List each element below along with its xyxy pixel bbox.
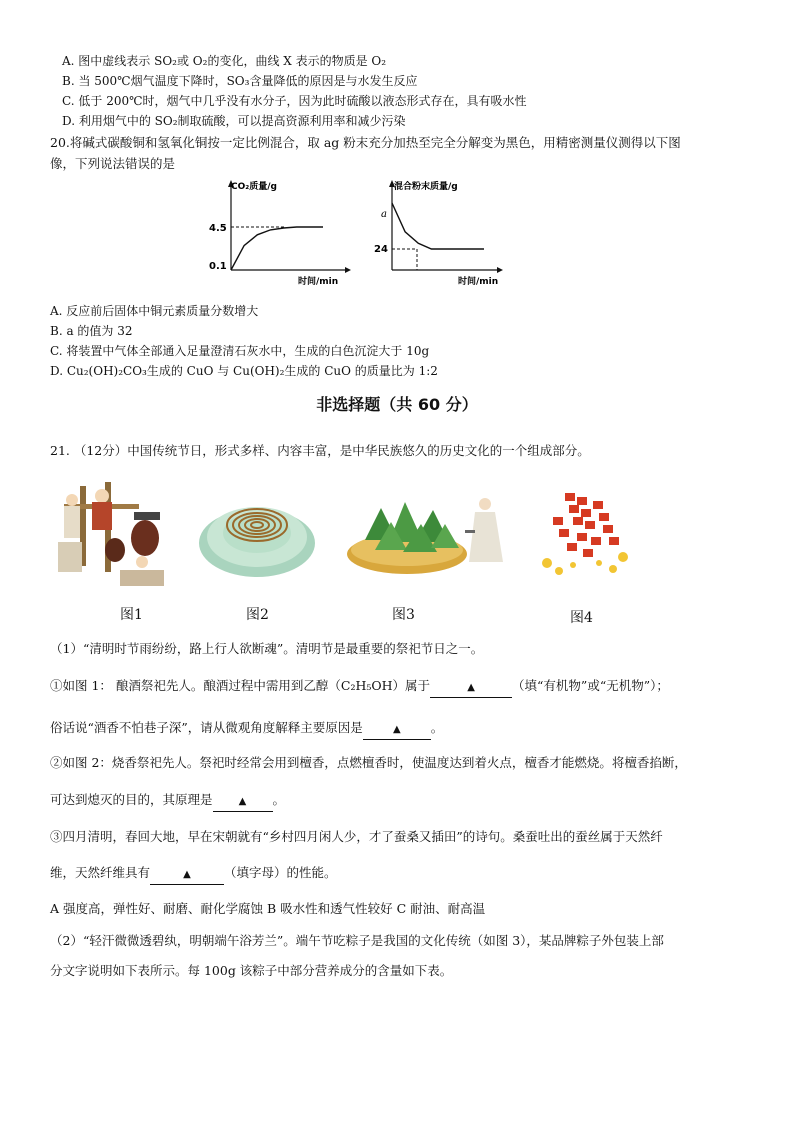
q19-option-d: D. 利用烟气中的 SO₂制取硫酸，可以提高资源利用率和减少污染 (62, 114, 406, 128)
q21-stem: 21. （12分）中国传统节日，形式多样、内容丰富，是中华民族悠久的历史文化的一个组成部分。 (50, 443, 590, 458)
q20-option-c: C. 将装置中气体全部通入足量澄清石灰水中，生成的白色沉淀大于 10g (50, 344, 430, 358)
q21-part2-line1: （2）“轻汗微微透碧纨，明朝端午浴芳兰”。端午节吃粽子是我国的文化传统（如图 3），某品牌粽子外包装上部 (50, 933, 664, 948)
figure1-caption: 图1 (120, 607, 143, 623)
graph2-xlabel: 时间/min (458, 277, 499, 287)
q21-p3-text-a: 俗话说“酒香不怕巷子深”，请从微观角度解释主要原因是 (50, 720, 363, 735)
q21-p5-text-b: 。 (272, 792, 286, 807)
q21-p5-text-a: 可达到熄灭的目的，其原理是 (50, 792, 213, 807)
q21-p2-text-b: （填“有机物”或“无机物”）； (512, 678, 669, 693)
q19-option-c: C. 低于 200℃时，烟气中几乎没有水分子，因为此时硫酸以液态形式存在，具有吸水性 (62, 94, 527, 108)
answer-blank-3[interactable]: ▲ (213, 793, 273, 812)
figure4-caption: 图4 (570, 610, 593, 626)
q21-part1-item3-line2 (50, 864, 337, 885)
x-axis-arrow (345, 267, 351, 273)
q21-part1-item1-line1 (50, 677, 669, 698)
mixed-powder-mass-graph (372, 175, 507, 290)
q21-part2-line2: 分文字说明如下表所示。每 100g 该粽子中部分营养成分的含量如下表。 (50, 963, 453, 978)
q21-part1-item2-line1: ②如图 2：烧香祭祀先人。祭祀时经常会用到檀香，点燃檀香时，使温度达到着火点，檀香才能燃烧。将檀香掐断， (50, 755, 687, 770)
figure4-firecrackers-image (533, 487, 643, 582)
figure3-zongzi-image (345, 490, 505, 582)
x-axis-arrow (497, 267, 503, 273)
figure2-incense-image (195, 485, 320, 583)
q21-part1-intro: （1）“清明时节雨纷纷，路上行人欲断魂”。清明节是最重要的祭祀节日之一。 (50, 641, 484, 656)
graph1-ylabel: CO₂质量/g (231, 182, 277, 192)
graph1-ytick-bottom: 0.1 (209, 261, 227, 272)
graph1-curve (231, 227, 323, 270)
figure1-wine-making-image (50, 478, 175, 596)
graph2-curve (392, 203, 484, 249)
answer-blank-2[interactable]: ▲ (363, 721, 431, 740)
q21-part1-item2-line2 (50, 791, 285, 812)
q21-part1-item1-line2 (50, 719, 443, 740)
q21-part1-item3-choices: A 强度高，弹性好、耐磨、耐化学腐蚀 B 吸水性和透气性较好 C 耐油、耐高温 (50, 901, 486, 916)
q20-option-b: B. a 的值为 32 (50, 324, 133, 338)
graph1-ytick-top: 4.5 (209, 223, 227, 234)
graph1-xlabel: 时间/min (298, 277, 339, 287)
q20-stem-line2: 像，下列说法错误的是 (50, 156, 176, 171)
q19-option-b: B. 当 500℃烟气温度下降时，SO₃含量降低的原因是与水发生反应 (62, 74, 418, 88)
q21-p7-text-b: （填字母）的性能。 (224, 865, 337, 880)
co2-mass-graph (205, 175, 355, 290)
q21-p3-text-b: 。 (430, 720, 444, 735)
graph2-ytick-a: a (381, 209, 387, 220)
q20-stem-line1: 20.将碱式碳酸铜和氢氧化铜按一定比例混合，取 ag 粉末充分加热至完全分解变为黑色，用精密测量仪测得以下图 (50, 135, 681, 150)
graph2-ylabel: 混合粉末质量/g (394, 182, 458, 192)
figure2-caption: 图2 (246, 607, 269, 623)
q20-option-d: D. Cu₂(OH)₂CO₃生成的 CuO 与 Cu(OH)₂生成的 CuO 的质量比为 1:2 (50, 364, 438, 378)
q21-part1-item3-line1: ③四月清明，春回大地，早在宋朝就有“乡村四月闲人少，才了蚕桑又插田”的诗句。桑蚕吐出的蚕丝属于天然纤 (50, 829, 663, 844)
q20-option-a: A. 反应前后固体中铜元素质量分数增大 (50, 304, 259, 318)
graph2-ytick-24: 24 (374, 244, 388, 255)
q21-p2-text-a: ①如图 1： 酿酒祭祀先人。酿酒过程中需用到乙醇（C₂H₅OH）属于 (50, 678, 431, 693)
figure3-caption: 图3 (392, 607, 415, 623)
q19-option-a: A. 图中虚线表示 SO₂或 O₂的变化，曲线 X 表示的物质是 O₂ (62, 54, 387, 68)
answer-blank-1[interactable]: ▲ (430, 679, 512, 698)
answer-blank-4[interactable]: ▲ (150, 866, 224, 885)
section-title: 非选择题（共 60 分） (316, 395, 478, 414)
q21-p7-text-a: 维，天然纤维具有 (50, 865, 151, 880)
